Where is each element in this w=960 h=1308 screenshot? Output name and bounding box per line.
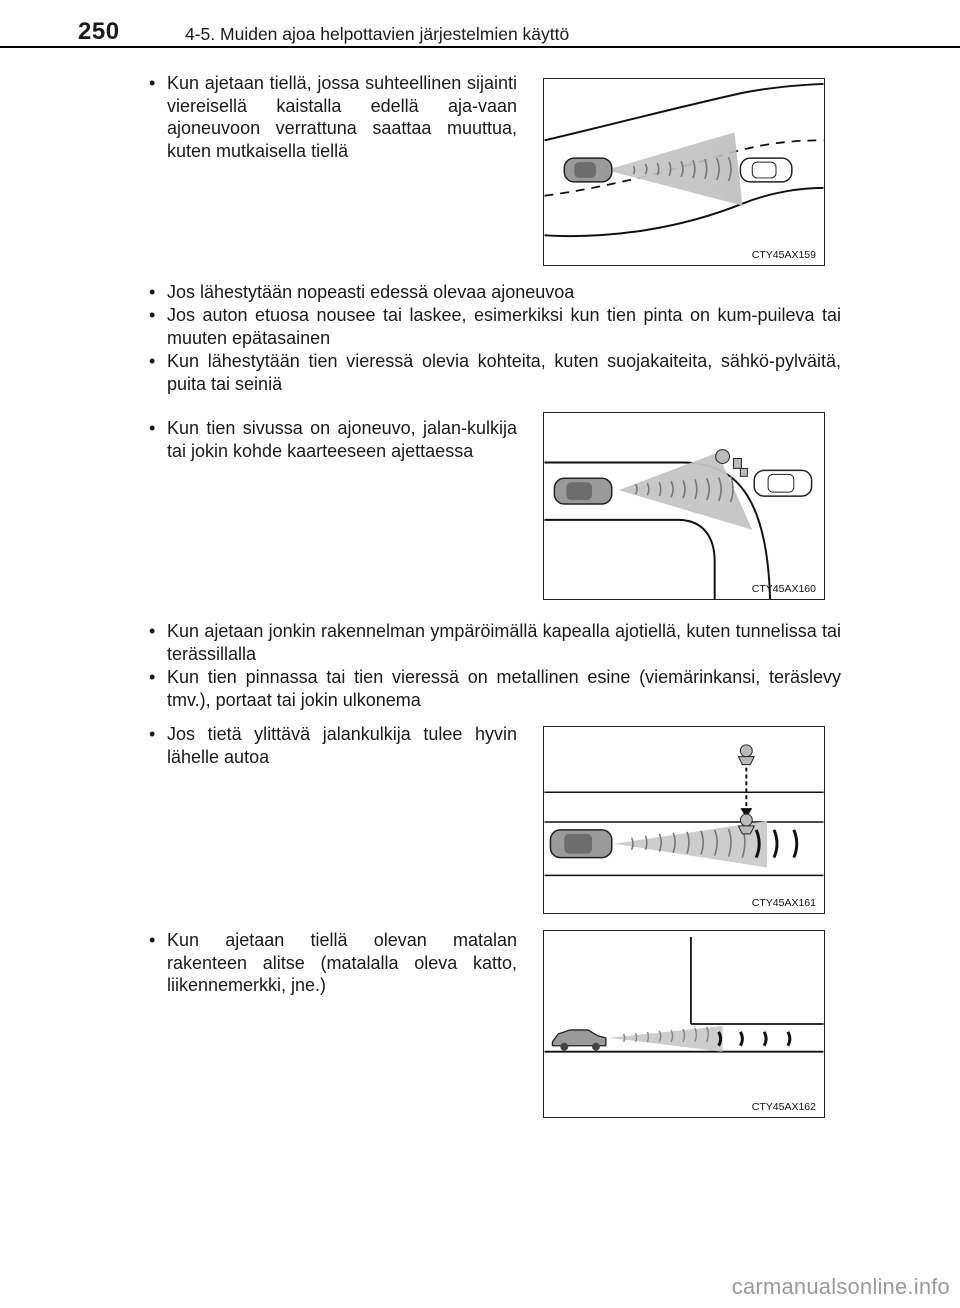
bullet-curve-object: • Kun tien sivussa on ajoneuvo, jalan-kulkija tai jokin kohde kaarteeseen ajettaessa [147, 417, 517, 462]
own-car-side [552, 1030, 605, 1051]
figure-code: CTY45AX162 [751, 1101, 816, 1113]
watermark: carmanualsonline.info [731, 1274, 950, 1299]
pedestrian-start [738, 745, 754, 765]
figure-code: CTY45AX159 [751, 249, 816, 261]
bullet-fast-approach: • Jos lähestytään nopeasti edessä olevaa ajoneuvoa [147, 281, 841, 304]
bullet-metal-object: • Kun tien pinnassa tai tien vieressä on metallinen esine (viemärinkansi, teräslevy tmv.), portaat tai jokin ulkonema [147, 666, 841, 711]
bullet-curved-road: • Kun ajetaan tiellä, jossa suhteellinen sijainti viereisellä kaistalla edellä aja-vaan ajoneuvoon verrattuna saattaa muuttua, kuten mutkaisella tiellä [147, 72, 517, 162]
figure-curve-object [543, 412, 825, 600]
bullet-narrow-road: • Kun ajetaan jonkin rakennelman ympäröimällä kapealla ajotiellä, kuten tunnelissa tai terässillalla [147, 620, 841, 665]
own-car [564, 158, 611, 182]
bullet-low-structure: • Kun ajetaan tiellä olevan matalan rakenteen alitse (matalalla oleva katto, liikennemerkki, jne.) [147, 929, 517, 997]
bullet-roadside-objects: • Kun lähestytään tien vieressä olevia kohteita, kuten suojakaiteita, sähkö-pylväitä, puita tai seiniä [147, 350, 841, 395]
figure-curved-road [543, 78, 825, 266]
preceding-car [740, 158, 791, 182]
header-rule [0, 46, 960, 48]
figure-code: CTY45AX161 [751, 897, 816, 909]
bullet-pedestrian-crossing: • Jos tietä ylittävä jalankulkija tulee hyvin lähelle autoa [147, 723, 517, 768]
section-title: 4-5. Muiden ajoa helpottavien järjestelmien käyttö [185, 24, 570, 44]
figure-low-structure [543, 930, 825, 1118]
figure-pedestrian [543, 726, 825, 914]
parked-car [754, 470, 811, 496]
own-car [554, 478, 611, 504]
bullet-uneven-road: • Jos auton etuosa nousee tai laskee, esimerkiksi kun tien pinta on kum-puileva tai muuten epätasainen [147, 304, 841, 349]
own-car [550, 830, 611, 858]
figure-code: CTY45AX160 [751, 583, 816, 595]
page-header [0, 0, 960, 45]
page-number: 250 [78, 18, 120, 45]
